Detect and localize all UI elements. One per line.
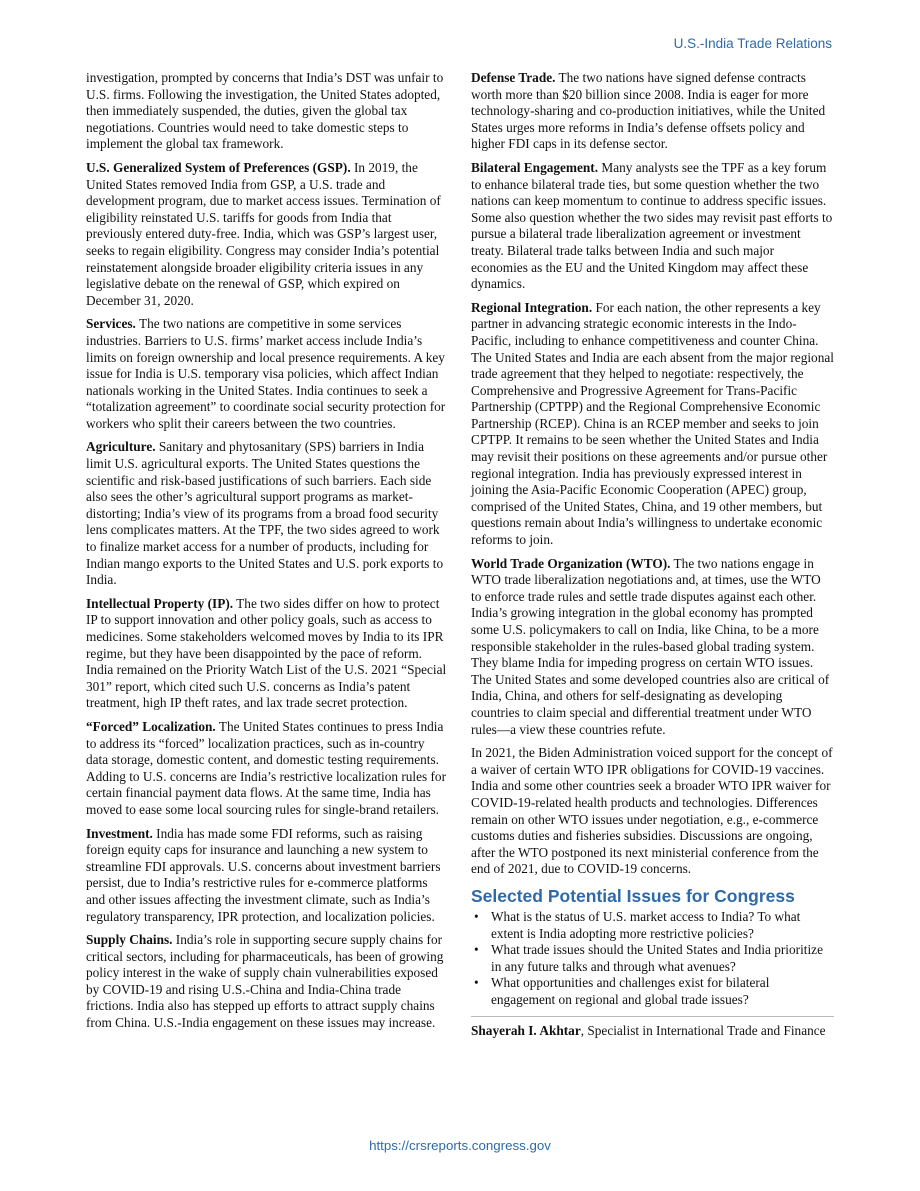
paragraph-text: The two sides differ on how to protect IP to support innovation and other policy goals, such as access to medicines. Some stakeholders welcomed moves by India to its IPR regime, but they have been disappointed by the pace of reform. India remained on the Priority Watch List of the U.S. 2021 “Special 301” report, which cited such U.S. concerns as India’s patent treatment, high IP theft rates, and lax trade secret protection. [86,595,447,711]
paragraph-lead: World Trade Organization (WTO). [471,555,671,571]
paragraph-text: Sanitary and phytosanitary (SPS) barriers in India limit U.S. agricultural exports. The United States questions the scientific and risk-based justifications of such barriers. Each side also sees the other’s agricultural support programs as market-distorting; India’s view of its programs from a broad food security lens complicates matters. At the TPF, the two sides agreed to work to finalize market access for a number of products, including for Indian mango exports to the United States and U.S. pork exports to India. [86,439,444,588]
paragraph-lead: Intellectual Property (IP). [86,595,234,611]
right-column [471,70,834,1040]
paragraph-wto [471,556,834,739]
list-item-text: What is the status of U.S. market access to India? To what extent is India adopting more restrictive policies? [491,908,801,941]
paragraph-text: For each nation, the other represents a key partner in advancing strategic economic interests in the Indo-Pacific, including to enhance competitiveness and counter China. The United States and India are each absent from the major regional trade agreement that they helped to negotiate: respectively, the Comprehensive and Progressive Agreement for Trans-Pacific Partnership (CPTPP) and the Regional Comprehensive Economic Partnership (RCEP). China is an RCEP member and seeks to join CPTPP. It remains to be seen whether the United States and India may revisit their positions on these agreements and/or pursue other regional integration. India has previously expressed interest in joining the Asia-Pacific Economic Cooperation (APEC) group, comprised of the United States, China, and 19 other members, but questions remain about India’s willingness to undertake economic reforms to join. [471,299,834,548]
section-heading: Selected Potential Issues for Congress [471,885,795,906]
header-title: U.S.-India Trade Relations [673,36,832,51]
paragraph-defense-trade [471,70,834,153]
list-item-text: What opportunities and challenges exist for bilateral engagement on regional and global trade issues? [491,975,770,1007]
bullet-icon: • [474,908,479,924]
paragraph-regional-integration [471,300,834,549]
paragraph-text: The United States continues to press India to address its “forced” localization practices, such as in-country data storage, domestic content, and domestic testing requirements. Adding to U.S. concerns are India’s restrictive localization rules for certain financial payment data flows. At the same time, India has moved to ease some local sourcing rules for single-brand retailers. [86,718,447,817]
paragraph-bilateral-engagement [471,160,834,293]
paragraph-intellectual-property [86,596,449,712]
paragraph-services [86,316,449,432]
bullet-icon: • [474,975,479,991]
paragraph-text: In 2019, the United States removed India from GSP, a U.S. trade and development program, due to market access issues. Termination of eligibility reinstated U.S. tariffs for goods from India that previously entered duty-free. India, which was GSP’s largest user, seeks to regain eligibility. Congress may consider India’s potential reinstatement alongside broader eligibility criteria issues in any legislative debate on the renewal of GSP, which expired on December 31, 2020. [86,159,441,308]
paragraph-lead: Defense Trade. [471,70,556,85]
paragraph-investment [86,826,449,926]
paragraph-lead: U.S. Generalized System of Preferences (GSP). [86,159,351,175]
left-column [86,70,449,1039]
paragraph-text: India has made some FDI reforms, such as raising foreign equity caps for insurance and launching a new system to streamline FDI approvals. U.S. concerns about investment barriers persist, due to India’s restrictive rules for e-commerce platforms and other issues affecting the investment climate, such as India’s regulatory transparency, IPR protection, and localization policies. [86,825,441,924]
paragraph-gsp [86,160,449,309]
paragraph-lead: Bilateral Engagement. [471,159,599,175]
paragraph-dst [86,70,449,153]
paragraph-forced-localization [86,719,449,819]
paragraph-lead: Investment. [86,825,153,841]
paragraph-supply-chains [86,932,449,1032]
paragraph-text: The two nations have signed defense contracts worth more than $20 billion since 2008. India is eager for more technology-sharing and co-production initiatives, while the United States urges more reforms in India’s defense offsets policy and higher FDI caps in its defense sector. [471,70,826,152]
list-item-text: What trade issues should the United States and India prioritize in any future talks and through what avenues? [491,942,823,974]
list-item [471,975,834,1008]
footer-url-link[interactable]: https://crsreports.congress.gov [369,1138,551,1153]
paragraph-text: The two nations engage in WTO trade liberalization negotiations and, at times, use the WTO to enforce trade rules and settle trade disputes against each other. India’s growing integration in the global economy has prompted some U.S. policymakers to call on India, like China, to be a more responsible stakeholder in the rules-based global trading system. They blame India for impeding progress on certain WTO issues. The United States and some developed countries also are critical of India, China, and others for self-designating as developing countries to claim special and differential treatment under WTO rules—a view these countries refute. [471,555,830,737]
paragraph-lead: Services. [86,316,136,332]
author-credit [471,1023,834,1040]
paragraph-text: In 2021, the Biden Administration voiced support for the concept of a waiver of certain WTO IPR obligations for COVID-19 vaccines. India and some other countries seek a broader WTO IPR waiver for COVID-19-related health products and technologies. Differences remain on other WTO issues under negotiation, e.g., e-commerce customs duties and fisheries subsidies. Discussions are ongoing, after the WTO postponed its next ministerial conference from the end of 2021, due to COVID-19 concerns. [471,745,833,877]
paragraph-text: Many analysts see the TPF as a key forum to enhance bilateral trade ties, but some question whether the two nations can keep momentum to continue to address specific issues. Some also question whether the two sides may revisit past efforts to pursue a bilateral trade liberalization agreement or investment treaty. Bilateral trade talks between India and such major economies as the EU and the United Kingdom may affect these dynamics. [471,159,833,292]
paragraph-lead: Regional Integration. [471,299,593,315]
paragraph-lead: Supply Chains. [86,932,173,948]
paragraph-agriculture [86,439,449,588]
issues-list [471,909,834,1009]
paragraph-text: investigation, prompted by concerns that India’s DST was unfair to U.S. firms. Following the investigation, the United States adopted, then immediately suspended, the duties, given the global tax negotiations. Countries would need to take domestic steps to implement the global tax framework. [86,70,444,152]
bullet-icon: • [474,942,479,958]
paragraph-text: The two nations are competitive in some services industries. Barriers to U.S. firms’ market access include India’s limits on foreign ownership and local presence requirements. A key issue for India is U.S. temporary visa policies, which affect Indian nationals working in the United States. India continues to seek a “totalization agreement” to coordinate social security protection for workers who split their careers between the two countries. [86,316,446,431]
list-item [471,909,834,942]
paragraph-lead: “Forced” Localization. [86,718,216,734]
paragraph-lead: Agriculture. [86,439,156,455]
list-item [471,942,834,975]
paragraph-wto-waiver [471,745,834,878]
author-title: , Specialist in International Trade and Finance [580,1023,826,1039]
author-name: Shayerah I. Akhtar [471,1023,581,1039]
paragraph-text: India’s role in supporting secure supply chains for critical sectors, including for pharmaceuticals, has been of growing policy interest in the wake of supply chain vulnerabilities exposed by COVID-19 and rising U.S.-China and India-China trade frictions. India also has stepped up efforts to attract supply chains from China. U.S.-India engagement on these issues may increase. [86,932,444,1031]
divider [471,1016,834,1017]
